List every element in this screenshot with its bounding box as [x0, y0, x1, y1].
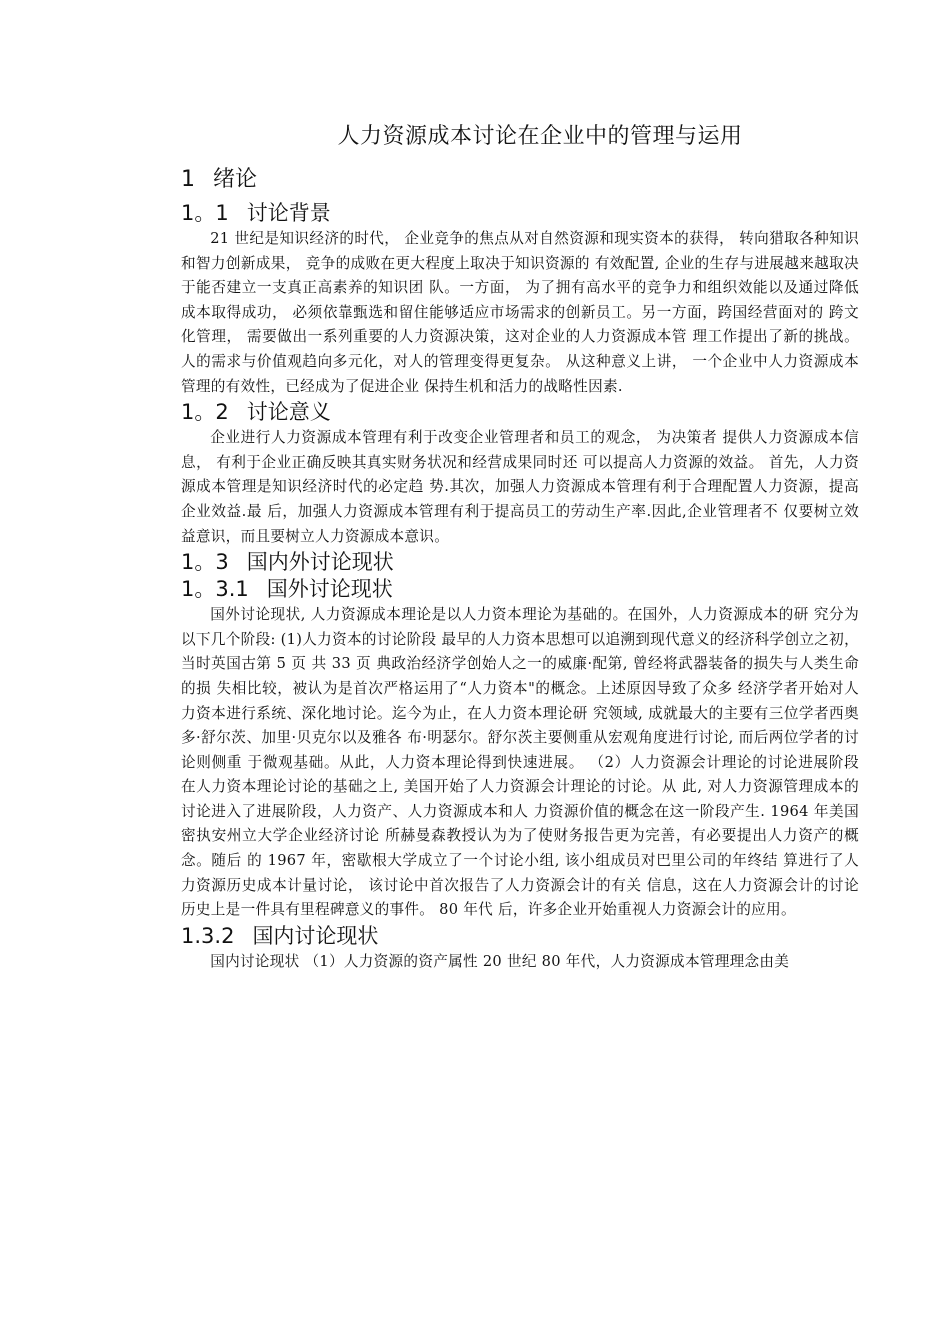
section-title: 国内外讨论现状 — [246, 550, 394, 575]
section-title: 讨论意义 — [246, 400, 331, 425]
section-number: 1。3.1 — [181, 577, 249, 602]
section-heading-1-3 — [181, 549, 859, 576]
paragraph-background: 21 世纪是知识经济的时代， 企业竞争的焦点从对自然资源和现实资本的获得， 转向猎取各种知识和智力创新成果， 竞争的成败在更大程度上取决于知识资源的 有效配置, 企业的生存与进展越来越取决于能否建立一支真正高素养的知识团 队。一方面， 为了拥有高水平的竞争力和组织效能以及通过降低成本取得成功， 必须依靠甄选和留住能够适应市场需求的创新员工。另一方面，跨国经营面对的 跨文化管理， 需要做出一系列重要的人力资源决策，这对企业的人力资源成本管 理工作提出了新的挑战。 人的需求与价值观趋向多元化，对人的管理变得更复杂。 从这种意义上讲， 一个企业中人力资源成本管理的有效性，已经成为了促进企业 保持生机和活力的战略性因素. — [181, 230, 859, 395]
section-heading-1-3-2 — [181, 923, 859, 950]
paragraph-foreign-research: 国外讨论现状, 人力资源成本理论是以人力资本理论为基础的。在国外，人力资源成本的研 究分为以下几个阶段: (1)人力资本的讨论阶段 最早的人力资本思想可以追溯到现代意义的经济科学创立之初， 当时英国古第 5 页 共 33 页 典政治经济学创始人之一的威廉·配第, 曾经将武器装备的损失与人类生命的损 失相比较，被认为是首次严格运用了“人力资本"的概念。上述原因导致了众多 经济学者开始对人力资本进行系统、深化地讨论。迄今为止，在人力资本理论研 究领域, 成就最大的主要有三位学者西奥多·舒尔茨、加里·贝克尔以及雅各 布·明瑟尔。舒尔茨主要侧重从宏观角度进行讨论, 而后两位学者的讨论则侧重 于微观基础。从此，人力资本理论得到快速进展。 （2）人力资源会计理论的讨论进展阶段 在人力资本理论讨论的基础之上, 美国开始了人力资源会计理论的讨论。从 此, 对人力资源管理成本的讨论进入了进展阶段，人力资产、人力资源成本和人 力资源价值的概念在这一阶段产生. 1964 年美国密执安州立大学企业经济讨论 所赫曼森教授认为为了使财务报告更为完善，有必要提出人力资产的概念。随后 的 1967 年，密歇根大学成立了一个讨论小组, 该小组成员对巴里公司的年终结 算进行了人力资源历史成本计量讨论， 该讨论中首次报告了人力资源会计的有关 信息，这在人力资源会计的讨论历史上是一件具有里程碑意义的事件。 80 年代 后，许多企业开始重视人力资源会计的应用。 — [181, 606, 859, 919]
section-heading-1-3-1 — [181, 576, 859, 603]
section-number: 1。2 — [181, 400, 229, 425]
section-heading-1 — [181, 164, 859, 196]
section-number: 1.3.2 — [181, 923, 235, 948]
section-number: 1。1 — [181, 201, 229, 225]
section-title: 绪论 — [213, 167, 258, 192]
section-heading-1-1 — [181, 200, 859, 227]
paragraph-domestic-research: 国内讨论现状 （1）人力资源的资产属性 20 世纪 80 年代，人力资源成本管理理念由美 — [210, 952, 790, 970]
section-number: 1。3 — [181, 550, 229, 575]
paragraph-significance: 企业进行人力资源成本管理有利于改变企业管理者和员工的观念， 为决策者 提供人力资源成本信息， 有利于企业正确反映其真实财务状况和经营成果同时还 可以提高人力资源的效益。 首先，人力资源成本管理是知识经济时代的必定趋 势.其次，加强人力资源成本管理有利于合理配置人力资源，提高企业效益.最 后，加强人力资源成本管理有利于提高员工的劳动生产率.因此,企业管理者不 仅要树立效益意识，而且要树立人力资源成本意识。 — [181, 429, 859, 545]
section-title: 国外讨论现状 — [266, 577, 393, 602]
document-body — [181, 120, 859, 974]
section-title: 讨论背景 — [246, 201, 331, 225]
section-number: 1 — [181, 167, 195, 192]
section-heading-1-2 — [181, 399, 859, 426]
document-title: 人力资源成本讨论在企业中的管理与运用 — [337, 124, 743, 149]
section-title: 国内讨论现状 — [252, 923, 379, 948]
